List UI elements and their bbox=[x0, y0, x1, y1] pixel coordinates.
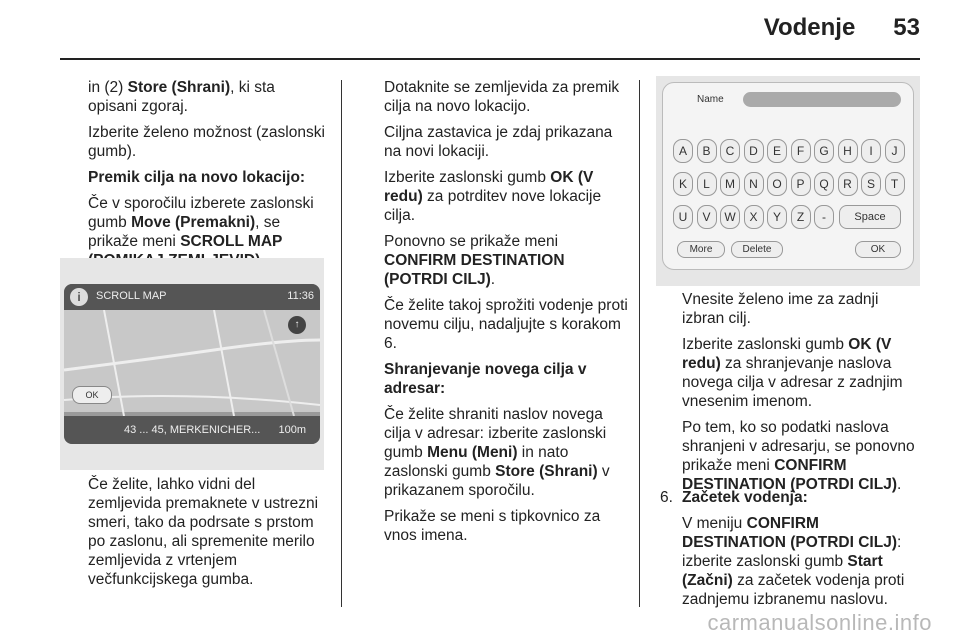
paragraph: Dotaknite se zemljevida za premik cilja na novo lokacijo. bbox=[384, 79, 620, 115]
paragraph: Izberite želeno možnost (zaslonski gumb). bbox=[88, 124, 325, 160]
step-number: 6. bbox=[660, 489, 673, 506]
delete-button[interactable]: Delete bbox=[731, 241, 783, 258]
paragraph: Ponovno se prikaže meni CONFIRM DESTINATION (POTRDI CILJ). bbox=[384, 233, 565, 288]
key-z[interactable]: Z bbox=[791, 205, 811, 229]
key-q[interactable]: Q bbox=[814, 172, 834, 196]
map-ok-button[interactable]: OK bbox=[72, 386, 112, 404]
watermark: carmanualsonline.info bbox=[707, 610, 932, 635]
map-scale: 100m bbox=[278, 424, 306, 436]
key-l[interactable]: L bbox=[697, 172, 717, 196]
header-rule bbox=[60, 58, 920, 60]
keyboard-screenshot bbox=[656, 76, 920, 286]
name-input[interactable] bbox=[743, 92, 901, 107]
keyboard-screen bbox=[662, 82, 914, 270]
map-status-bar bbox=[64, 416, 320, 444]
column-2 bbox=[384, 78, 628, 552]
map-screen bbox=[64, 284, 320, 444]
paragraph: Izberite zaslonski gumb OK (V redu) za shranjevanje naslova novega cilja v adresar z zadnjim vnesenim imenom. bbox=[682, 336, 903, 410]
page-title: Vodenje bbox=[763, 14, 856, 41]
key-b[interactable]: B bbox=[697, 139, 717, 163]
map-title-bar bbox=[64, 284, 320, 310]
paragraph: Izberite zaslonski gumb OK (V redu) za potrditev nove lokacije cilja. bbox=[384, 169, 602, 224]
map-title: SCROLL MAP bbox=[96, 290, 167, 302]
paragraph: in (2) Store (Shrani), ki sta opisani zgoraj. bbox=[88, 79, 275, 115]
column-divider-1 bbox=[341, 80, 342, 607]
page-number: 53 bbox=[893, 14, 920, 41]
column-3-step bbox=[682, 488, 920, 616]
compass-icon[interactable]: ↑ bbox=[288, 316, 306, 334]
key-i[interactable]: I bbox=[861, 139, 881, 163]
paragraph: V meniju CONFIRM DESTINATION (POTRDI CILJ): izberite zaslonski gumb Start (Začni) za začetek vodenja proti zadnjemu izbranemu naslovu. bbox=[682, 515, 905, 608]
column-3 bbox=[682, 290, 920, 501]
paragraph: Vnesite želeno ime za zadnji izbran cilj. bbox=[682, 291, 879, 327]
key-s[interactable]: S bbox=[861, 172, 881, 196]
column-1 bbox=[88, 78, 328, 277]
key-w[interactable]: W bbox=[720, 205, 740, 229]
paragraph: Če želite takoj sprožiti vodenje proti novemu cilju, nadaljujte s korakom 6. bbox=[384, 297, 628, 352]
key-g[interactable]: G bbox=[814, 139, 834, 163]
paragraph: Če želite shraniti naslov novega cilja v adresar: izberite zaslonski gumb Menu (Meni) in nato zaslonski gumb Store (Shrani) v prikazanem sporočilu. bbox=[384, 406, 610, 499]
key-dash[interactable]: - bbox=[814, 205, 834, 229]
key-u[interactable]: U bbox=[673, 205, 693, 229]
name-label: Name bbox=[697, 94, 724, 105]
ok-button[interactable]: OK bbox=[855, 241, 901, 258]
key-n[interactable]: N bbox=[744, 172, 764, 196]
info-icon: i bbox=[70, 288, 88, 306]
map-time: 11:36 bbox=[287, 290, 314, 302]
map-address: 43 ... 45, MERKENICHER... bbox=[124, 424, 261, 436]
key-m[interactable]: M bbox=[720, 172, 740, 196]
key-e[interactable]: E bbox=[767, 139, 787, 163]
key-p[interactable]: P bbox=[791, 172, 811, 196]
paragraph: Ciljna zastavica je zdaj prikazana na novi lokaciji. bbox=[384, 124, 613, 160]
key-d[interactable]: D bbox=[744, 139, 764, 163]
key-a[interactable]: A bbox=[673, 139, 693, 163]
paragraph: Če želite, lahko vidni del zemljevida premaknete v ustrezni smeri, tako da podrsate s prstom po zaslonu, ali spremenite merilo zemljevida z vrtenjem večfunkcijskega gumba. bbox=[88, 476, 319, 588]
key-r[interactable]: R bbox=[838, 172, 858, 196]
scroll-map-screenshot bbox=[60, 258, 324, 470]
key-v[interactable]: V bbox=[697, 205, 717, 229]
key-o[interactable]: O bbox=[767, 172, 787, 196]
paragraph: Če v sporočilu izberete zaslonski gumb Move (Premakni), se prikaže meni SCROLL MAP bbox=[88, 195, 314, 250]
page-header bbox=[764, 14, 920, 42]
section-heading: Shranjevanje novega cilja v adresar: bbox=[384, 361, 587, 397]
paragraph: Po tem, ko so podatki naslova shranjeni v adresarju, se ponovno prikaže meni CONFIRM DESTINATION (POTRDI CILJ). bbox=[682, 419, 915, 493]
key-x[interactable]: X bbox=[744, 205, 764, 229]
key-k[interactable]: K bbox=[673, 172, 693, 196]
key-h[interactable]: H bbox=[838, 139, 858, 163]
paragraph: Prikaže se meni s tipkovnico za vnos imena. bbox=[384, 508, 601, 544]
key-t[interactable]: T bbox=[885, 172, 905, 196]
key-c[interactable]: C bbox=[720, 139, 740, 163]
key-j[interactable]: J bbox=[885, 139, 905, 163]
column-1-lower bbox=[88, 475, 328, 596]
column-divider-2 bbox=[639, 80, 640, 607]
step-heading: Začetek vodenja: bbox=[682, 489, 808, 506]
key-space[interactable]: Space bbox=[839, 205, 901, 229]
section-heading: Premik cilja na novo lokacijo: bbox=[88, 169, 306, 186]
key-f[interactable]: F bbox=[791, 139, 811, 163]
map-view[interactable] bbox=[64, 310, 320, 412]
more-button[interactable]: More bbox=[677, 241, 725, 258]
key-y[interactable]: Y bbox=[767, 205, 787, 229]
